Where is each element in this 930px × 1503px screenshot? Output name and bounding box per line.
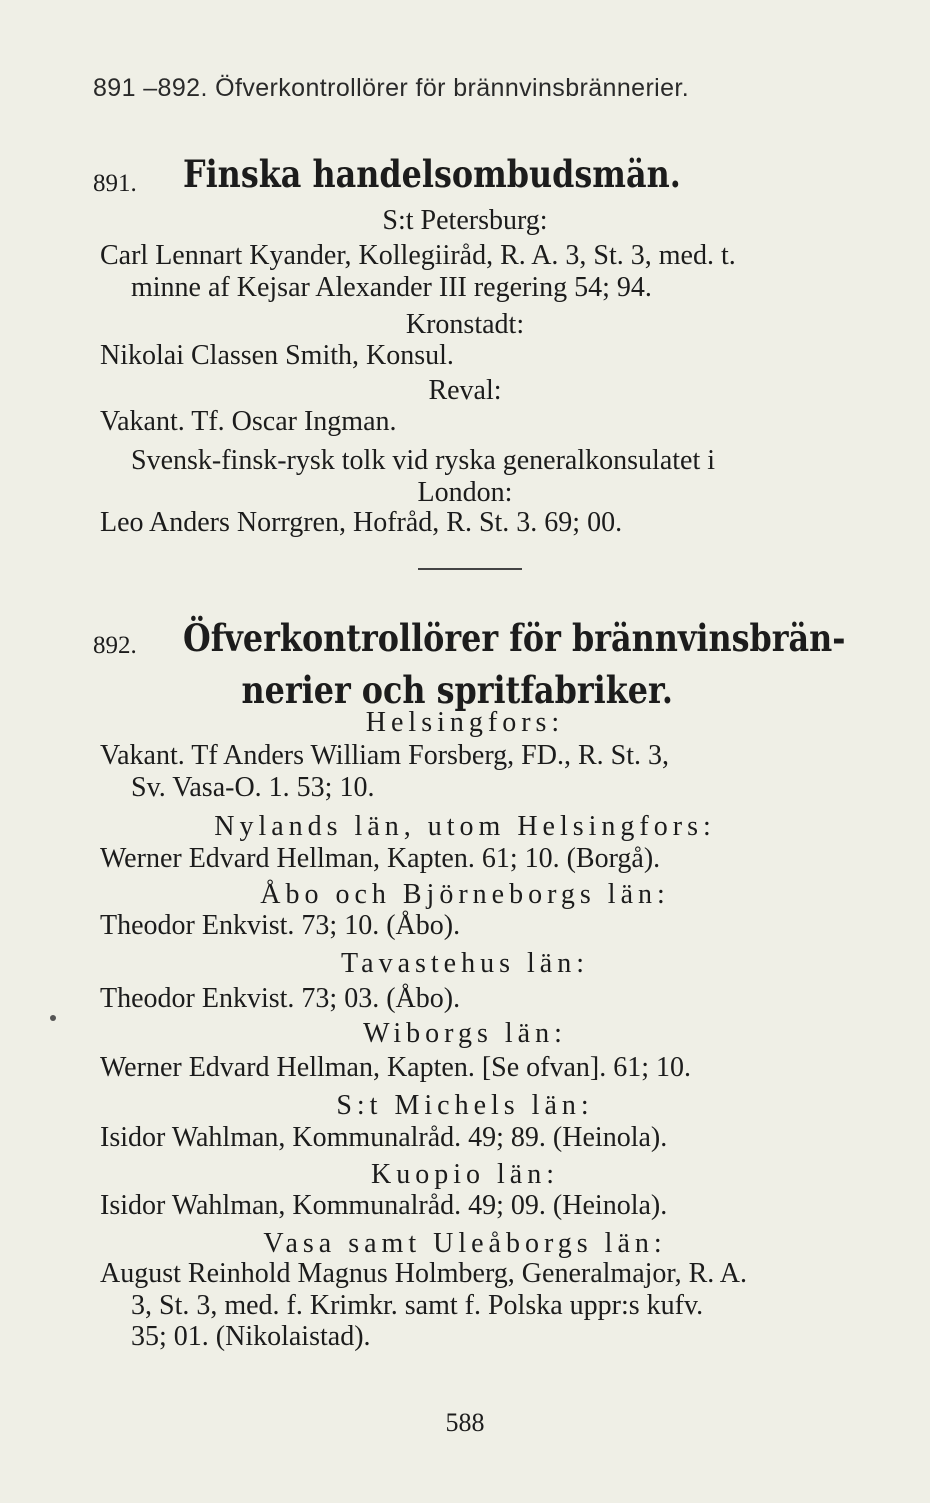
entry-line: Isidor Wahlman, Kommunalråd. 49; 09. (Heinola).	[100, 1190, 668, 1221]
entry-line: Werner Edvard Hellman, Kapten. 61; 10. (Borgå).	[100, 843, 661, 874]
entry-line: minne af Kejsar Alexander III regering 54; 94.	[131, 272, 652, 303]
location-heading: Reval:	[428, 375, 502, 406]
section-title-line2: nerier och spritfabriker.	[241, 668, 673, 712]
section-title-line1: Öfverkontrollörer för brännvinsbrän-	[183, 616, 846, 660]
location-heading: S:t Petersburg:	[382, 205, 548, 236]
section-title	[183, 612, 846, 716]
entry-line: Vakant. Tf Anders William Forsberg, FD., R. St. 3,	[100, 740, 669, 771]
location-heading: Tavastehus län:	[341, 948, 589, 979]
entry-line: Carl Lennart Kyander, Kollegiiråd, R. A. 3, St. 3, med. t.	[100, 240, 736, 271]
section-891-heading	[93, 148, 762, 200]
entry-line: Nikolai Classen Smith, Konsul.	[100, 340, 454, 371]
location-heading: S:t Michels län:	[336, 1090, 594, 1121]
entry-line: Theodor Enkvist. 73; 03. (Åbo).	[100, 983, 461, 1014]
entry-line: Leo Anders Norrgren, Hofråd, R. St. 3. 69; 00.	[100, 507, 623, 538]
entry-line: Werner Edvard Hellman, Kapten. [Se ofvan]. 61; 10.	[100, 1052, 691, 1083]
location-heading: Svensk-finsk-rysk tolk vid ryska generalkonsulatet i	[131, 445, 716, 476]
location-heading: Vasa samt Uleåborgs län:	[263, 1228, 667, 1259]
entry-line: Theodor Enkvist. 73; 10. (Åbo).	[100, 910, 461, 941]
section-number: 892.	[93, 632, 137, 659]
entry-line: August Reinhold Magnus Holmberg, Generalmajor, R. A.	[100, 1258, 747, 1289]
section-title-text: Finska handelsombudsmän.	[183, 152, 681, 196]
entry-line: Sv. Vasa-O. 1. 53; 10.	[131, 772, 375, 803]
location-heading: Nylands län, utom Helsingfors:	[214, 811, 716, 842]
section-divider	[418, 568, 522, 570]
page-number: 588	[445, 1408, 485, 1437]
location-heading: London:	[417, 477, 513, 508]
location-heading: Wiborgs län:	[363, 1018, 567, 1049]
section-title	[183, 148, 681, 200]
location-heading: Kronstadt:	[405, 309, 525, 340]
entry-line: 3, St. 3, med. f. Krimkr. samt f. Polska uppr:s kufv.	[131, 1290, 704, 1321]
location-heading: Åbo och Björneborgs län:	[260, 879, 670, 910]
section-892-heading	[93, 612, 930, 716]
running-head: 891 –892. Öfverkontrollörer för brännvinsbrännerier.	[93, 74, 690, 102]
location-heading: Helsingfors:	[365, 707, 565, 738]
location-heading: Kuopio län:	[371, 1159, 559, 1190]
entry-line: Vakant. Tf. Oscar Ingman.	[100, 406, 397, 437]
section-number: 891.	[93, 170, 137, 197]
entry-line: 35; 01. (Nikolaistad).	[131, 1321, 371, 1352]
entry-line: Isidor Wahlman, Kommunalråd. 49; 89. (Heinola).	[100, 1122, 668, 1153]
